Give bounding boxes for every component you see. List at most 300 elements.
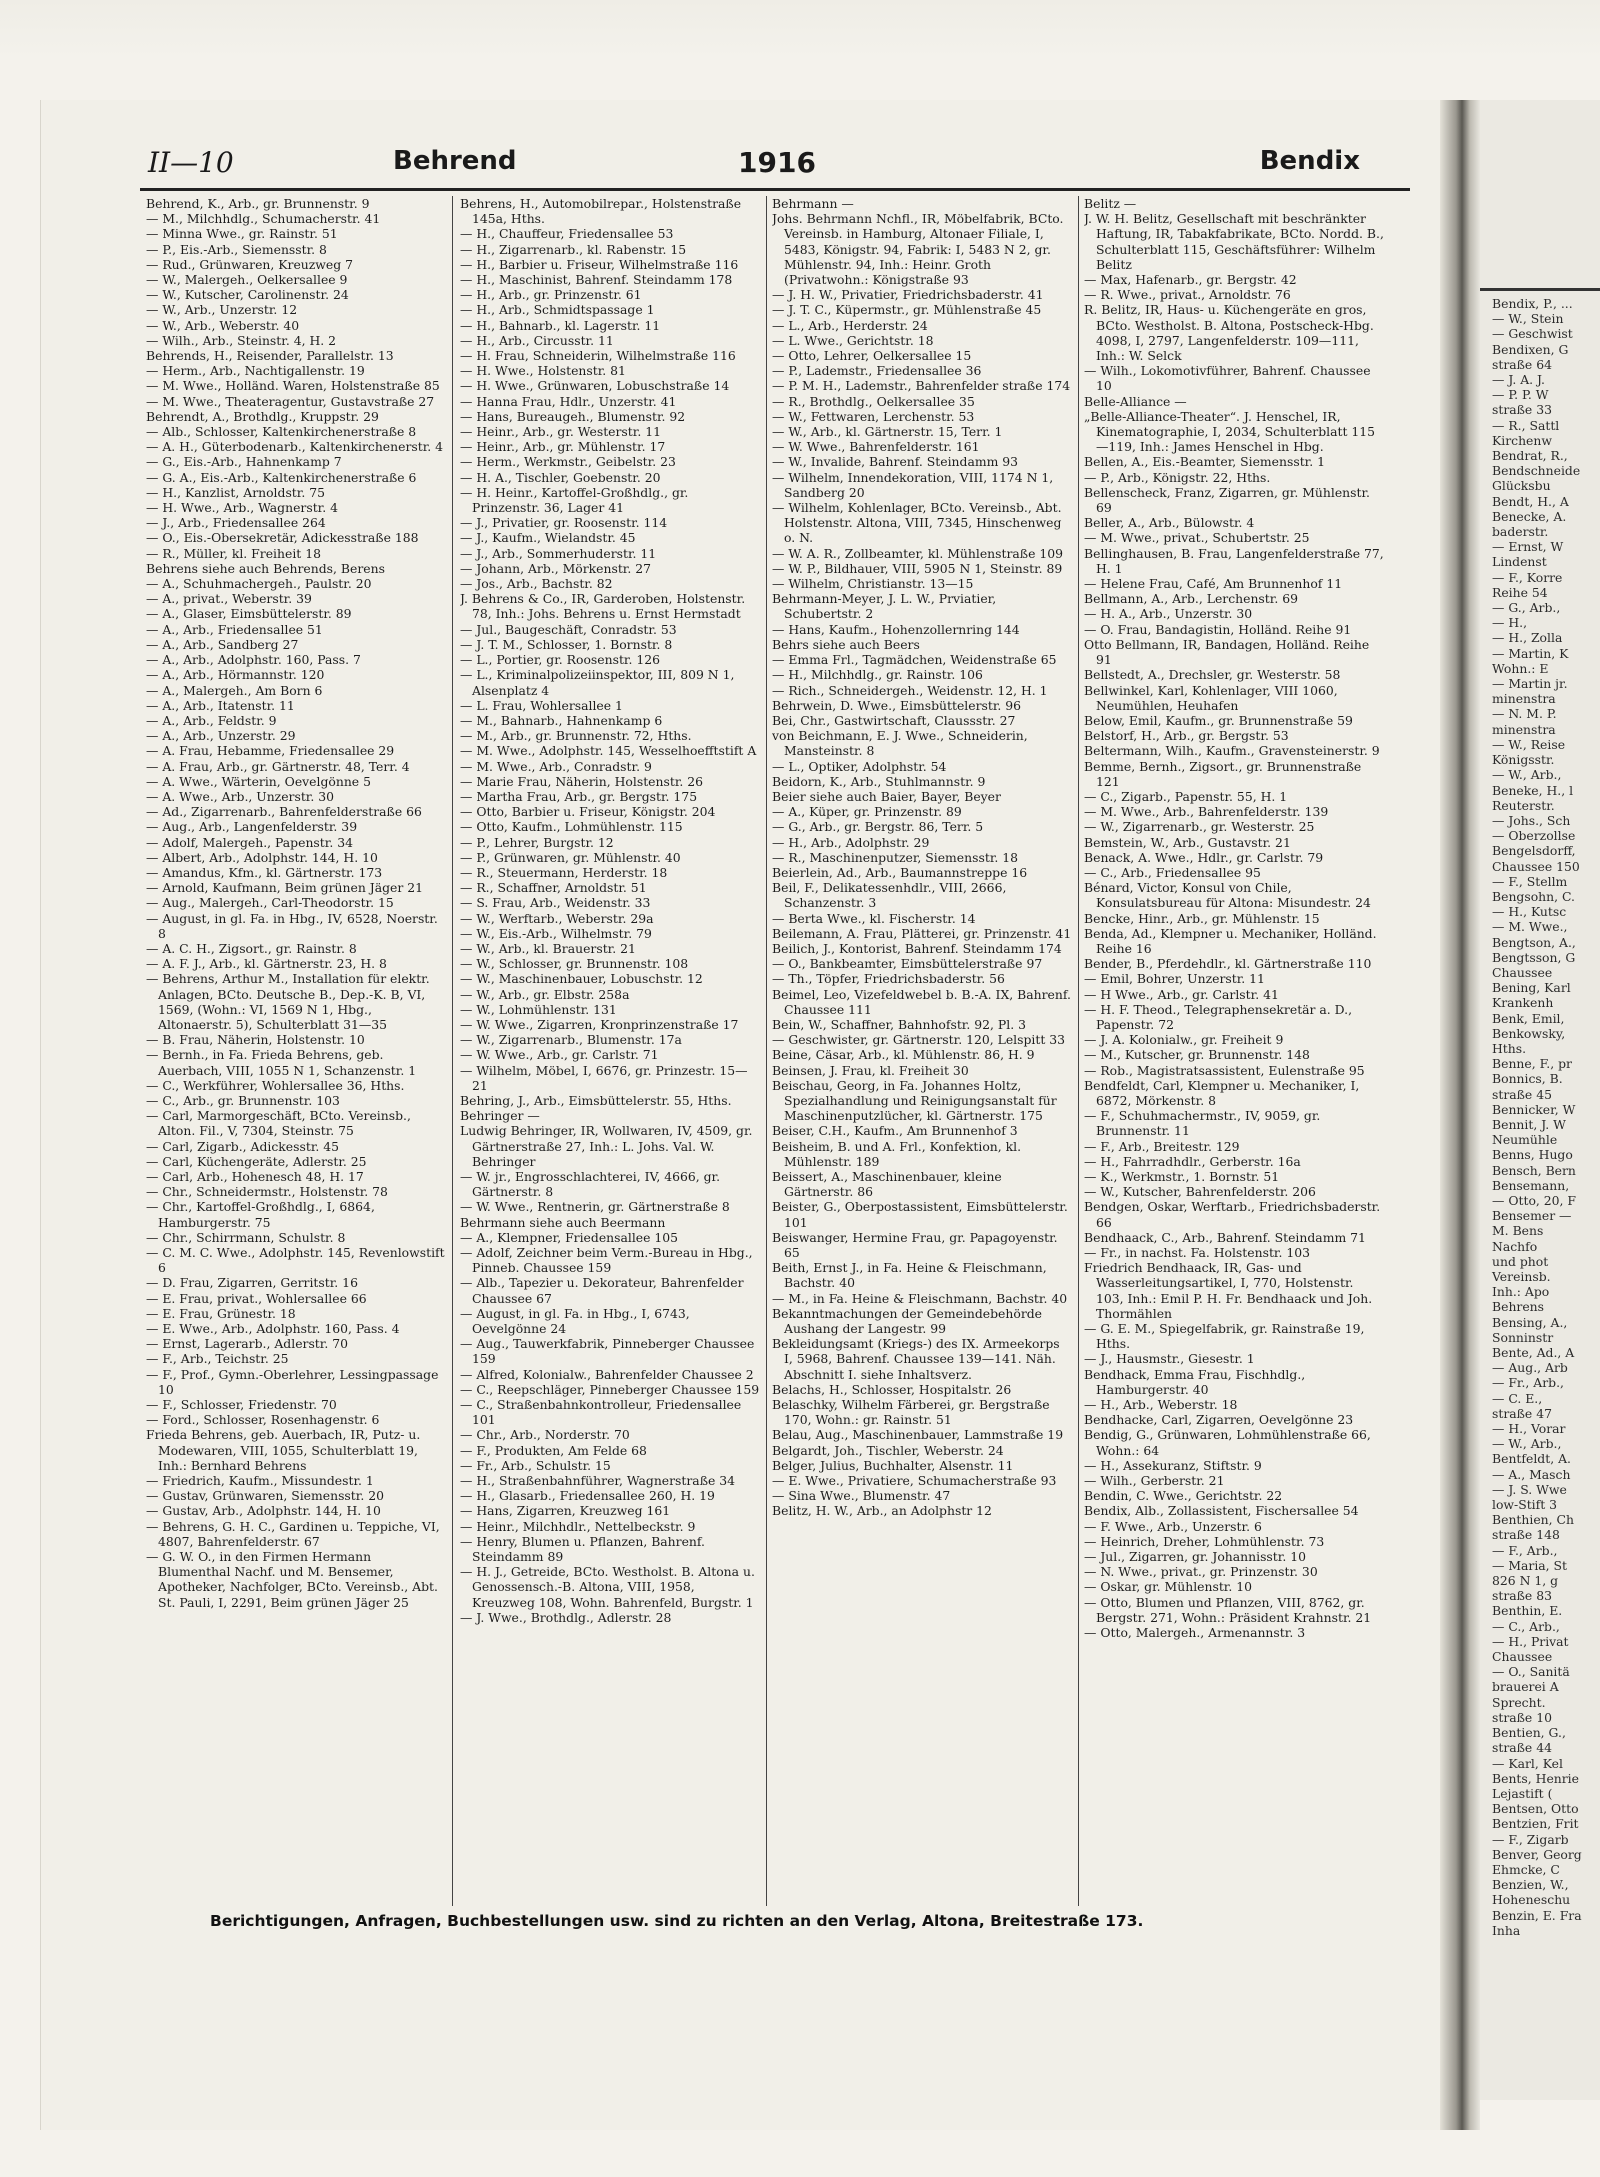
adjacent-entry: Königsstr. xyxy=(1492,752,1555,768)
directory-entry: — J., Kaufm., Wielandstr. 45 xyxy=(460,530,636,546)
directory-entry: — L. Wwe., Gerichtstr. 18 xyxy=(772,332,934,348)
directory-entry: — Otto, Blumen und Pflanzen, VIII, 8762, gr. Bergstr. 271, Wohn.: Präsident Krahnstr. 21 xyxy=(1084,1594,1372,1625)
directory-entry: — Adolf, Malergeh., Papenstr. 34 xyxy=(146,834,353,850)
directory-entry: — Carl, Zigarb., Adickesstr. 45 xyxy=(146,1138,340,1154)
directory-entry: — Carl, Marmorgeschäft, BCto. Vereinsb., Alton. Fil., V, 7304, Steinstr. 75 xyxy=(146,1108,411,1139)
directory-entry: Beil, F., Delikatessenhdlr., VIII, 2666, Schanzenstr. 3 xyxy=(772,880,1007,911)
adjacent-entry: Chaussee xyxy=(1492,1649,1553,1665)
directory-entry: Beilemann, A. Frau, Plätterei, gr. Prinzenstr. 41 xyxy=(772,925,1072,941)
directory-entry: — Wilhelm, Kohlenlager, BCto. Vereinsb., Abt. Holstenstr. Altona, VIII, 7345, Hinschenweg o. N. xyxy=(772,500,1062,546)
directory-entry: — A., Küper, gr. Prinzenstr. 89 xyxy=(772,804,962,820)
directory-entry: Bemme, Bernh., Zigsort., gr. Brunnenstraße 121 xyxy=(1084,758,1362,789)
directory-entry: — Th., Töpfer, Friedrichsbaderstr. 56 xyxy=(772,971,1005,987)
directory-entry: — H., Maschinist, Bahrenf. Steindamm 178 xyxy=(460,272,733,288)
adjacent-entry: Reuterstr. xyxy=(1492,797,1555,813)
adjacent-entry: — H., Zolla xyxy=(1492,630,1563,646)
directory-entry: — C., Arb., Friedensallee 95 xyxy=(1084,864,1261,880)
adjacent-entry: — W., Arb., xyxy=(1492,767,1562,783)
directory-entry: Beierlein, Ad., Arb., Baumannstreppe 16 xyxy=(772,864,1028,880)
adjacent-entry: — A., Masch xyxy=(1492,1466,1571,1482)
directory-entry: J. W. H. Belitz, Gesellschaft mit beschränkter Haftung, IR, Tabakfabrikate, BCto. Nordd. B., Schulterblatt 115, Geschäftsführer: Wilhelm Belitz xyxy=(1084,211,1384,272)
adjacent-entry: Sonninstr xyxy=(1492,1329,1554,1345)
adjacent-entry: — W., Stein xyxy=(1492,311,1564,327)
directory-entry: — Rob., Magistratsassistent, Eulenstraße 95 xyxy=(1084,1062,1365,1078)
directory-entry: — Berta Wwe., kl. Fischerstr. 14 xyxy=(772,910,976,926)
directory-entry: Bendhacke, Carl, Zigarren, Oevelgönne 23 xyxy=(1084,1412,1354,1428)
directory-entry: — A., Arb., Adolphstr. 160, Pass. 7 xyxy=(146,652,361,668)
directory-entry: — W., Malergeh., Oelkersallee 9 xyxy=(146,272,348,288)
directory-entry: — M., Bahnarb., Hahnenkamp 6 xyxy=(460,712,663,728)
directory-entry: — H. Wwe., Holstenstr. 81 xyxy=(460,363,626,379)
directory-entry: — Friedrich, Kaufm., Missundestr. 1 xyxy=(146,1473,374,1489)
directory-entry: — H., Arb., Circusstr. 11 xyxy=(460,332,614,348)
directory-entry: — W., Lohmühlenstr. 131 xyxy=(460,1001,617,1017)
directory-entry: — W. Wwe., Bahrenfelderstr. 161 xyxy=(772,439,980,455)
adjacent-entry: straße 45 xyxy=(1492,1086,1552,1102)
directory-entry: Behrmann siehe auch Beermann xyxy=(460,1214,666,1230)
adjacent-entry: — Maria, St xyxy=(1492,1557,1568,1573)
adjacent-entry: M. Bens xyxy=(1492,1223,1544,1239)
directory-entry: von Beichmann, E. J. Wwe., Schneiderin, Mansteinstr. 8 xyxy=(772,728,1028,759)
directory-entry: — A., Arb., Sandberg 27 xyxy=(146,636,299,652)
directory-entry: — W., Fettwaren, Lerchenstr. 53 xyxy=(772,408,975,424)
adjacent-entry: Kirchenw xyxy=(1492,432,1552,448)
directory-entry: Beier siehe auch Baier, Bayer, Beyer xyxy=(772,788,1001,804)
adjacent-entry: Bendt, H., A xyxy=(1492,493,1569,509)
adjacent-entry: — F., Zigarb xyxy=(1492,1831,1569,1847)
directory-entry: — P. M. H., Lademstr., Bahrenfelder straße 174 xyxy=(772,378,1071,394)
directory-entry: — A., Glaser, Eimsbüttelerstr. 89 xyxy=(146,606,352,622)
adjacent-entry: Reihe 54 xyxy=(1492,584,1548,600)
adjacent-entry: — W., Arb., xyxy=(1492,1436,1562,1452)
directory-entry: — Otto, Lehrer, Oelkersallee 15 xyxy=(772,348,972,364)
directory-entry: — R., Maschinenputzer, Siemensstr. 18 xyxy=(772,849,1019,865)
directory-entry: — O., Bankbeamter, Eimsbüttelerstraße 97 xyxy=(772,956,1043,972)
directory-entry: — A. C. H., Zigsort., gr. Rainstr. 8 xyxy=(146,940,357,956)
adjacent-entry: straße 10 xyxy=(1492,1709,1552,1725)
directory-entry: — C., Werkführer, Wohlersallee 36, Hths. xyxy=(146,1077,405,1093)
directory-entry: Behrmann-Meyer, J. L. W., Prviatier, Schubertstr. 2 xyxy=(772,591,997,622)
column-divider xyxy=(452,196,453,1906)
directory-entry: — G. E. M., Spiegelfabrik, gr. Rainstraße 19, Hths. xyxy=(1084,1321,1365,1352)
directory-entry: — H., Arb., Weberstr. 18 xyxy=(1084,1397,1238,1413)
directory-entry: — J. T. M., Schlosser, 1. Bornstr. 8 xyxy=(460,636,673,652)
directory-entry: Bellenscheck, Franz, Zigarren, gr. Mühlenstr. 69 xyxy=(1084,484,1370,516)
directory-entry: — H., Zigarrenarb., kl. Rabenstr. 15 xyxy=(460,241,687,257)
directory-entry: — M. Wwe., Adolphstr. 145, Wesselhoefftstift A xyxy=(460,743,757,759)
adjacent-entry: Bentfeldt, A. xyxy=(1492,1451,1571,1467)
adjacent-entry: — J. A. J. xyxy=(1492,372,1545,388)
adjacent-entry: Sprecht. xyxy=(1492,1694,1546,1710)
header-right-keyword: Bendix xyxy=(1259,146,1360,176)
directory-entry: Bendfeldt, Carl, Klempner u. Mechaniker, I, 6872, Mörkenstr. 8 xyxy=(1084,1077,1360,1108)
directory-entry: — G., Arb., gr. Bergstr. 86, Terr. 5 xyxy=(772,819,984,835)
directory-entry: — Ford., Schlosser, Rosenhagenstr. 6 xyxy=(146,1412,380,1428)
adjacent-entry: Inha xyxy=(1492,1922,1521,1938)
directory-entry: — Helene Frau, Café, Am Brunnenhof 11 xyxy=(1084,576,1343,592)
adjacent-entry: Bensch, Bern xyxy=(1492,1162,1576,1178)
directory-entry: Otto Bellmann, IR, Bandagen, Holländ. Reihe 91 xyxy=(1084,636,1370,668)
adjacent-entry: — Johs., Sch xyxy=(1492,812,1571,828)
directory-entry: — H. Frau, Schneiderin, Wilhelmstraße 116 xyxy=(460,348,736,364)
header-year: 1916 xyxy=(738,146,816,179)
adjacent-entry: Bennicker, W xyxy=(1492,1101,1576,1117)
adjacent-entry: straße 44 xyxy=(1492,1740,1552,1756)
adjacent-entry: Krankenh xyxy=(1492,995,1554,1011)
directory-entry: — O., Eis.-Obersekretär, Adickesstraße 188 xyxy=(146,530,419,546)
directory-entry: — Minna Wwe., gr. Rainstr. 51 xyxy=(146,226,338,242)
directory-entry: — A. Wwe., Arb., Unzerstr. 30 xyxy=(146,788,335,804)
adjacent-entry: — M. Wwe., xyxy=(1492,919,1568,935)
adjacent-entry: Bents, Henrie xyxy=(1492,1770,1579,1786)
adjacent-entry: — H., Vorar xyxy=(1492,1421,1566,1437)
directory-entry: Behrendt, A., Brothdlg., Kruppstr. 29 xyxy=(146,408,379,424)
directory-entry: — Wilhelm, Möbel, I, 6676, gr. Prinzestr. 15—21 xyxy=(460,1062,748,1093)
adjacent-entry: straße 148 xyxy=(1492,1527,1560,1543)
adjacent-entry: — Martin, K xyxy=(1492,645,1569,661)
directory-entry: — W., Schlosser, gr. Brunnenstr. 108 xyxy=(460,956,689,972)
directory-entry: — Hanna Frau, Hdlr., Unzerstr. 41 xyxy=(460,393,677,409)
adjacent-entry: Behrens xyxy=(1492,1299,1545,1315)
directory-entry: — Wilh., Gerberstr. 21 xyxy=(1084,1473,1225,1489)
directory-entry: — M. Wwe., Holländ. Waren, Holstenstraße 85 xyxy=(146,378,440,394)
directory-entry: — H. Heinr., Kartoffel-Großhdlg., gr. Prinzenstr. 36, Lager 41 xyxy=(460,484,689,516)
directory-entry: Beine, Cäsar, Arb., kl. Mühlenstr. 86, H. 9 xyxy=(772,1047,1035,1063)
directory-entry: — Jul., Zigarren, gr. Johannisstr. 10 xyxy=(1084,1549,1306,1565)
directory-entry: — Martha Frau, Arb., gr. Bergstr. 175 xyxy=(460,788,698,804)
directory-entry: — A., Arb., Feldstr. 9 xyxy=(146,712,277,728)
directory-entry: Beltermann, Wilh., Kaufm., Gravensteinerstr. 9 xyxy=(1084,743,1380,759)
directory-entry: — Max, Hafenarb., gr. Bergstr. 42 xyxy=(1084,272,1297,288)
adjacent-entry: Bengtsson, G xyxy=(1492,949,1576,965)
adjacent-entry: — C., Arb., xyxy=(1492,1618,1560,1634)
directory-entry: — Chr., Arb., Norderstr. 70 xyxy=(460,1427,630,1443)
directory-entry: — G. A., Eis.-Arb., Kaltenkirchenerstraße 6 xyxy=(146,469,417,485)
adjacent-entry: Benthin, E. xyxy=(1492,1603,1563,1619)
directory-entry: — A., Schuhmachergeh., Paulstr. 20 xyxy=(146,576,372,592)
directory-entry: — R., Schaffner, Arnoldstr. 51 xyxy=(460,880,647,896)
directory-entry: — G. W. O., in den Firmen Hermann Blumenthal Nachf. und M. Bensemer, Apotheker, Nachfolger, BCto. Vereinsb., Abt. St. Pauli, I, 2291, Beim grünen Jäger 25 xyxy=(146,1549,438,1610)
adjacent-entry: Benzin, E. Fra xyxy=(1492,1907,1582,1923)
directory-entry: — K., Werkmstr., 1. Bornstr. 51 xyxy=(1084,1169,1280,1184)
directory-entry: — Wilhelm, Christianstr. 13—15 xyxy=(772,576,974,592)
directory-entry: — H Wwe., Arb., gr. Carlstr. 41 xyxy=(1084,986,1279,1002)
directory-entry: Belstorf, H., Arb., gr. Bergstr. 53 xyxy=(1084,728,1289,744)
directory-entry: — Aug., Malergeh., Carl-Theodorstr. 15 xyxy=(146,895,394,911)
directory-entry: — Herm., Arb., Nachtigallenstr. 19 xyxy=(146,363,365,379)
directory-entry: — J., Hausmstr., Giesestr. 1 xyxy=(1084,1351,1255,1367)
directory-entry: Behrends, H., Reisender, Parallelstr. 13 xyxy=(146,348,394,364)
adjacent-entry: Benne, F., pr xyxy=(1492,1056,1572,1072)
directory-entry: — H., Milchhdlg., gr. Rainstr. 106 xyxy=(772,667,983,683)
directory-entry: R. Belitz, IR, Haus- u. Küchengeräte en gros, BCto. Westholst. B. Altona, Postscheck-Hbg. 4098, I, 2797, Langenfelderstr. 109—111, Inh.: W. Selck xyxy=(1084,302,1374,364)
directory-entry: Behrwein, D. Wwe., Eimsbüttelerstr. 96 xyxy=(772,697,1022,713)
directory-entry: — Fr., Arb., Schulstr. 15 xyxy=(460,1457,611,1473)
adjacent-entry: — F., Korre xyxy=(1492,569,1563,585)
adjacent-entry: Lejastift ( xyxy=(1492,1785,1553,1801)
directory-entry: — F., Arb., Breitestr. 129 xyxy=(1084,1138,1240,1154)
directory-entry: — O. Frau, Bandagistin, Holländ. Reihe 91 xyxy=(1084,621,1352,637)
adjacent-entry: Ehmcke, C xyxy=(1492,1861,1560,1877)
directory-entry: — Henry, Blumen u. Pflanzen, Bahrenf. Steindamm 89 xyxy=(460,1533,705,1565)
directory-entry: — Hans, Kaufm., Hohenzollernring 144 xyxy=(772,621,1020,637)
adjacent-entry: straße 64 xyxy=(1492,356,1552,372)
directory-entry: — F., Schuhmachermstr., IV, 9059, gr. Brunnenstr. 11 xyxy=(1084,1108,1321,1139)
adjacent-entry: Beneke, H., l xyxy=(1492,782,1574,798)
directory-entry: — W., Invalide, Bahrenf. Steindamm 93 xyxy=(772,454,1019,470)
directory-entry: Bellen, A., Eis.-Beamter, Siemensstr. 1 xyxy=(1084,454,1325,470)
adjacent-entry: — F., Stellm xyxy=(1492,873,1568,889)
directory-entry: — Wilh., Arb., Steinstr. 4, H. 2 xyxy=(146,332,337,348)
directory-entry: — A., Arb., Itatenstr. 11 xyxy=(146,697,295,713)
adjacent-entry: Benk, Emil, xyxy=(1492,1010,1565,1026)
adjacent-entry: — F., Arb., xyxy=(1492,1542,1558,1558)
directory-entry: — Heinr., Milchhdlr., Nettelbeckstr. 9 xyxy=(460,1518,696,1534)
directory-entry: Beinsen, J. Frau, kl. Freiheit 30 xyxy=(772,1062,969,1078)
directory-entry: — F., Arb., Teichstr. 25 xyxy=(146,1351,289,1367)
directory-entry: — M., Arb., gr. Brunnenstr. 72, Hths. xyxy=(460,728,692,744)
directory-entry: — J. A. Kolonialw., gr. Freiheit 9 xyxy=(1084,1032,1284,1048)
adjacent-entry: — H., xyxy=(1492,615,1528,631)
adjacent-entry: — Otto, 20, F xyxy=(1492,1192,1577,1208)
adjacent-entry: Bengsohn, C. xyxy=(1492,888,1575,904)
adjacent-entry: Bendixen, G xyxy=(1492,341,1569,357)
directory-entry: Belaschky, Wilhelm Färberei, gr. Bergstraße 170, Wohn.: gr. Rainstr. 51 xyxy=(772,1397,1050,1428)
directory-entry: — Rich., Schneidergeh., Weidenstr. 12, H. 1 xyxy=(772,682,1048,698)
directory-entry: Belitz — xyxy=(1084,196,1137,211)
directory-entry: — J., Arb., Sommerhuderstr. 11 xyxy=(460,545,657,561)
directory-entry: Bendin, C. Wwe., Gerichtstr. 22 xyxy=(1084,1488,1283,1504)
adjacent-entry: — Fr., Arb., xyxy=(1492,1375,1564,1391)
adjacent-entry: — Ernst, W xyxy=(1492,539,1564,555)
directory-entry: — Wilh., Lokomotivführer, Bahrenf. Chaussee 10 xyxy=(1084,363,1371,394)
directory-entry: — R., Brothdlg., Oelkersallee 35 xyxy=(772,393,975,409)
directory-entry: — Arnold, Kaufmann, Beim grünen Jäger 21 xyxy=(146,880,423,896)
column-3 xyxy=(772,196,1072,1906)
header-rule xyxy=(140,188,1410,191)
directory-entry: — August, in gl. Fa. in Hbg., IV, 6528, Noerstr. 8 xyxy=(146,910,438,941)
column-divider xyxy=(1078,196,1079,1906)
directory-entry: — P., Arb., Königstr. 22, Hths. xyxy=(1084,469,1271,485)
directory-entry: — F., Schlosser, Friedenstr. 70 xyxy=(146,1397,337,1413)
adjacent-entry: — Aug., Arb xyxy=(1492,1360,1568,1376)
directory-entry: — W., Arb., Weberstr. 40 xyxy=(146,317,300,333)
adjacent-entry: und phot xyxy=(1492,1253,1549,1269)
directory-entry: — Fr., in nachst. Fa. Holstenstr. 103 xyxy=(1084,1245,1311,1261)
column-4 xyxy=(1084,196,1384,1906)
adjacent-entry: brauerei A xyxy=(1492,1679,1559,1695)
directory-entry: Behrens siehe auch Behrends, Berens xyxy=(146,560,385,576)
adjacent-entry: Chaussee 150 xyxy=(1492,858,1580,874)
column-divider xyxy=(766,196,767,1906)
directory-entry: — Gustav, Arb., Adolphstr. 144, H. 10 xyxy=(146,1503,381,1519)
directory-entry: — W., Zigarrenarb., Blumenstr. 17a xyxy=(460,1032,682,1048)
directory-entry: Belitz, H. W., Arb., an Adolphstr 12 xyxy=(772,1503,992,1519)
directory-entry: — W., Kutscher, Bahrenfelderstr. 206 xyxy=(1084,1184,1316,1200)
directory-entry: Bei, Chr., Gastwirtschaft, Claussstr. 27 xyxy=(772,712,1016,728)
directory-entry: Bendhack, Emma Frau, Fischhdlg., Hamburgerstr. 40 xyxy=(1084,1366,1306,1397)
adjacent-entry: — N. M. P. xyxy=(1492,706,1557,722)
directory-entry: — B. Frau, Näherin, Holstenstr. 10 xyxy=(146,1032,365,1048)
directory-entry: — H., Chauffeur, Friedensallee 53 xyxy=(460,226,674,242)
directory-entry: — A., Arb., Hörmannstr. 120 xyxy=(146,667,325,683)
directory-entry: J. Behrens & Co., IR, Garderoben, Holstenstr. 78, Inh.: Johs. Behrens u. Ernst Hermstadt xyxy=(460,591,746,622)
adjacent-entry: — Geschwist xyxy=(1492,326,1573,342)
directory-entry: Bendig, G., Grünwaren, Lohmühlenstraße 66, Wohn.: 64 xyxy=(1084,1427,1371,1458)
directory-entry: Belger, Julius, Buchhalter, Alsenstr. 11 xyxy=(772,1457,1014,1473)
directory-entry: Behringer — xyxy=(460,1108,540,1124)
directory-entry: — Adolf, Zeichner beim Verm.-Bureau in Hbg., Pinneb. Chaussee 159 xyxy=(460,1245,753,1276)
directory-entry: — H. J., Getreide, BCto. Westholst. B. Altona u. Genossensch.-B. Altona, VIII, 1958, Kreuzweg 108, Wohn. Bahrenfeld, Burgstr. 1 xyxy=(460,1564,755,1610)
directory-entry: Belle-Alliance — xyxy=(1084,393,1187,409)
directory-entry: — Albert, Arb., Adolphstr. 144, H. 10 xyxy=(146,849,378,865)
directory-entry: Friedrich Bendhaack, IR, Gas- und Wasserleitungsartikel, I, 770, Holstenstr. 103, Inh.: Emil P. H. Fr. Bendhaack und Joh. Thormählen xyxy=(1084,1260,1373,1321)
directory-entry: — M. Wwe., Arb., Bahrenfelderstr. 139 xyxy=(1084,804,1329,820)
directory-entry: — Heinrich, Dreher, Lohmühlenstr. 73 xyxy=(1084,1533,1325,1549)
directory-entry: — H. Wwe., Arb., Wagnerstr. 4 xyxy=(146,500,338,516)
adjacent-entry: minenstra xyxy=(1492,691,1556,707)
adjacent-entry: — P. P. W xyxy=(1492,387,1549,403)
directory-entry: — M. Wwe., privat., Schubertstr. 25 xyxy=(1084,530,1310,546)
directory-entry: — H. Wwe., Grünwaren, Lobuschstraße 14 xyxy=(460,378,730,394)
directory-entry: — A., Malergeh., Am Born 6 xyxy=(146,682,323,698)
adjacent-entry: Benzien, W., xyxy=(1492,1877,1569,1893)
adjacent-entry: Bentien, G., xyxy=(1492,1725,1566,1741)
directory-entry: Bendix, Alb., Zollassistent, Fischersallee 54 xyxy=(1084,1503,1359,1519)
directory-entry: — Chr., Schneidermstr., Holstenstr. 78 xyxy=(146,1184,388,1200)
adjacent-page-column xyxy=(1492,296,1600,1938)
adjacent-entry: Bentzien, Frit xyxy=(1492,1816,1579,1832)
directory-entry: — H., Straßenbahnführer, Wagnerstraße 34 xyxy=(460,1473,736,1489)
directory-entry: — E. Frau, Grünestr. 18 xyxy=(146,1305,296,1321)
directory-entry: — D. Frau, Zigarren, Gerritstr. 16 xyxy=(146,1275,358,1291)
adjacent-entry: Bendrat, R., xyxy=(1492,448,1568,464)
directory-entry: Behrens, H., Automobilrepar., Holstenstraße 145a, Hths. xyxy=(460,196,742,227)
directory-entry: — Carl, Küchengeräte, Adlerstr. 25 xyxy=(146,1153,367,1169)
directory-entry: — W. A. R., Zollbeamter, kl. Mühlenstraße 109 xyxy=(772,545,1064,561)
adjacent-entry: Bensemer — xyxy=(1492,1208,1572,1224)
directory-entry: — M., Kutscher, gr. Brunnenstr. 148 xyxy=(1084,1047,1310,1063)
adjacent-entry: Benkowsky, xyxy=(1492,1025,1566,1041)
adjacent-entry: Benver, Georg xyxy=(1492,1846,1582,1862)
directory-entry: Frieda Behrens, geb. Auerbach, IR, Putz- u. Modewaren, VIII, 1055, Schulterblatt 19, Inh.: Bernhard Behrens xyxy=(146,1427,421,1473)
directory-entry: — Otto, Malergeh., Armenannstr. 3 xyxy=(1084,1625,1306,1641)
directory-entry: — Rud., Grünwaren, Kreuzweg 7 xyxy=(146,256,353,272)
directory-entry: — C., Arb., gr. Brunnenstr. 103 xyxy=(146,1092,340,1108)
directory-entry: — L., Optiker, Adolphstr. 54 xyxy=(772,758,947,774)
directory-entry: — M., in Fa. Heine & Fleischmann, Bachstr. 40 xyxy=(772,1290,1068,1306)
directory-entry: Benack, A. Wwe., Hdlr., gr. Carlstr. 79 xyxy=(1084,849,1324,865)
directory-entry: Bellmann, A., Arb., Lerchenstr. 69 xyxy=(1084,591,1298,607)
directory-entry: — Behrens, Arthur M., Installation für elektr. Anlagen, BCto. Deutsche B., Dep.-K. B, VI, 1569, (Wohn.: VI, 1569 N 1, Hbg., Altonaerstr. 5), Schulterblatt 31—35 xyxy=(146,971,430,1032)
directory-entry: — Behrens, G. H. C., Gardinen u. Teppiche, VI, 4807, Bahrenfelderstr. 67 xyxy=(146,1518,440,1549)
adjacent-entry: — J. S. Wwe xyxy=(1492,1481,1567,1497)
directory-entry: — Hans, Zigarren, Kreuzweg 161 xyxy=(460,1503,671,1519)
directory-entry: Bénard, Victor, Konsul von Chile, Konsulatsbureau für Altona: Misundestr. 24 xyxy=(1084,880,1371,911)
adjacent-entry: — O., Sanitä xyxy=(1492,1664,1570,1680)
directory-entry: — W., Arb., kl. Brauerstr. 21 xyxy=(460,940,636,956)
adjacent-entry: Lindenst xyxy=(1492,554,1547,570)
adjacent-entry: Bengelsdorff, xyxy=(1492,843,1576,859)
directory-entry: Bemstein, W., Arb., Gustavstr. 21 xyxy=(1084,834,1291,850)
directory-entry: — L., Arb., Herderstr. 24 xyxy=(772,317,928,333)
directory-entry: — Otto, Barbier u. Friseur, Königstr. 204 xyxy=(460,804,716,820)
directory-entry: — A. H., Güterbodenarb., Kaltenkirchenerstr. 4 xyxy=(146,439,444,455)
directory-entry: Beischau, Georg, in Fa. Johannes Holtz, Spezialhandlung und Reinigungsanstalt für Maschinenputzlücher, kl. Gärtnerstr. 175 xyxy=(772,1077,1057,1124)
directory-entry: Beidorn, K., Arb., Stuhlmannstr. 9 xyxy=(772,773,986,789)
directory-entry: — Emil, Bohrer, Unzerstr. 11 xyxy=(1084,971,1265,987)
directory-entry: — F., Produkten, Am Felde 68 xyxy=(460,1442,647,1458)
directory-entry: — P., Lademstr., Friedensallee 36 xyxy=(772,363,982,379)
adjacent-entry: Bentsen, Otto xyxy=(1492,1801,1579,1817)
directory-entry: „Belle-Alliance-Theater“. J. Henschel, IR, Kinematographie, I, 2034, Schulterblatt 115—119, Inh.: James Henschel in Hbg. xyxy=(1084,408,1376,455)
adjacent-entry: minenstra xyxy=(1492,721,1556,737)
directory-entry: Bein, W., Schaffner, Bahnhofstr. 92, Pl. 3 xyxy=(772,1016,1026,1032)
adjacent-entry: 826 N 1, g xyxy=(1492,1573,1559,1589)
directory-entry: — A., Arb., Unzerstr. 29 xyxy=(146,728,296,744)
directory-entry: — Carl, Arb., Hohenesch 48, H. 17 xyxy=(146,1169,364,1184)
directory-entry: — P., Eis.-Arb., Siemensstr. 8 xyxy=(146,241,327,257)
adjacent-entry: Chaussee xyxy=(1492,964,1553,980)
directory-entry: — N. Wwe., privat., gr. Prinzenstr. 30 xyxy=(1084,1564,1318,1580)
adjacent-entry: Bendix, P., ... xyxy=(1492,296,1573,311)
directory-entry: — R., Steuermann, Herderstr. 18 xyxy=(460,864,668,880)
directory-entry: — Emma Frl., Tagmädchen, Weidenstraße 65 xyxy=(772,652,1057,668)
directory-entry: — H., Arb., Adolphstr. 29 xyxy=(772,834,930,850)
adjacent-entry: baderstr. xyxy=(1492,524,1549,540)
directory-entry: — J., Arb., Friedensallee 264 xyxy=(146,515,326,531)
adjacent-entry: Benns, Hugo xyxy=(1492,1147,1573,1163)
directory-entry: — H. F. Theod., Telegraphensekretär a. D., Papenstr. 72 xyxy=(1084,1001,1353,1032)
directory-entry: — Marie Frau, Näherin, Holstenstr. 26 xyxy=(460,773,704,789)
adjacent-entry: — H., Kutsc xyxy=(1492,904,1567,920)
directory-entry: — August, in gl. Fa. in Hbg., I, 6743, Oevelgönne 24 xyxy=(460,1305,690,1337)
directory-entry: — Otto, Kaufm., Lohmühlenstr. 115 xyxy=(460,819,683,835)
directory-entry: — A., privat., Weberstr. 39 xyxy=(146,591,312,607)
directory-entry: — P., Grünwaren, gr. Mühlenstr. 40 xyxy=(460,849,681,865)
directory-entry: — Aug., Arb., Langenfelderstr. 39 xyxy=(146,819,358,835)
directory-entry: — W. Wwe., Rentnerin, gr. Gärtnerstraße 8 xyxy=(460,1199,730,1215)
directory-entry: — W. Wwe., Zigarren, Kronprinzenstraße 17 xyxy=(460,1016,739,1032)
adjacent-entry: — G., Arb., xyxy=(1492,600,1561,616)
directory-entry: — H. A., Arb., Unzerstr. 30 xyxy=(1084,606,1253,622)
scan-top-margin xyxy=(0,0,1600,60)
directory-entry: — Oskar, gr. Mühlenstr. 10 xyxy=(1084,1579,1253,1595)
adjacent-header-rule xyxy=(1480,288,1600,291)
directory-entry: — M. Wwe., Theateragentur, Gustavstraße 27 xyxy=(146,393,435,409)
directory-entry: — Hans, Bureaugeh., Blumenstr. 92 xyxy=(460,408,686,424)
adjacent-entry: Bensing, A., xyxy=(1492,1314,1568,1330)
adjacent-entry: — R., Sattl xyxy=(1492,417,1560,433)
directory-entry: Bellinghausen, B. Frau, Langenfelderstraße 77, H. 1 xyxy=(1084,545,1384,576)
directory-entry: — W., Zigarrenarb., gr. Westerstr. 25 xyxy=(1084,819,1315,835)
directory-entry: Beimel, Leo, Vizefeldwebel b. B.-A. IX, Bahrenf. Chaussee 111 xyxy=(772,986,1071,1017)
directory-entry: — J. T. C., Küpermstr., gr. Mühlenstraße 45 xyxy=(772,302,1042,318)
directory-entry: Beith, Ernst J., in Fa. Heine & Fleischmann, Bachstr. 40 xyxy=(772,1260,1047,1291)
adjacent-entry: Hths. xyxy=(1492,1040,1527,1056)
directory-entry: — J. Wwe., Brothdlg., Adlerstr. 28 xyxy=(460,1609,672,1625)
adjacent-entry: Bonnics, B. xyxy=(1492,1071,1563,1087)
book-binding xyxy=(1440,100,1480,2130)
adjacent-entry: straße 33 xyxy=(1492,402,1552,418)
directory-entry: — Aug., Tauwerkfabrik, Pinneberger Chaussee 159 xyxy=(460,1336,755,1367)
directory-entry: — S. Frau, Arb., Weidenstr. 33 xyxy=(460,895,651,911)
directory-entry: Behrmann — xyxy=(772,196,854,211)
directory-entry: Beiswanger, Hermine Frau, gr. Papagoyenstr. 65 xyxy=(772,1229,1058,1261)
directory-entry: — W. P., Bildhauer, VIII, 5905 N 1, Steinstr. 89 xyxy=(772,560,1063,576)
adjacent-entry: Wohn.: E xyxy=(1492,660,1549,676)
adjacent-entry: — Martin jr. xyxy=(1492,676,1568,692)
